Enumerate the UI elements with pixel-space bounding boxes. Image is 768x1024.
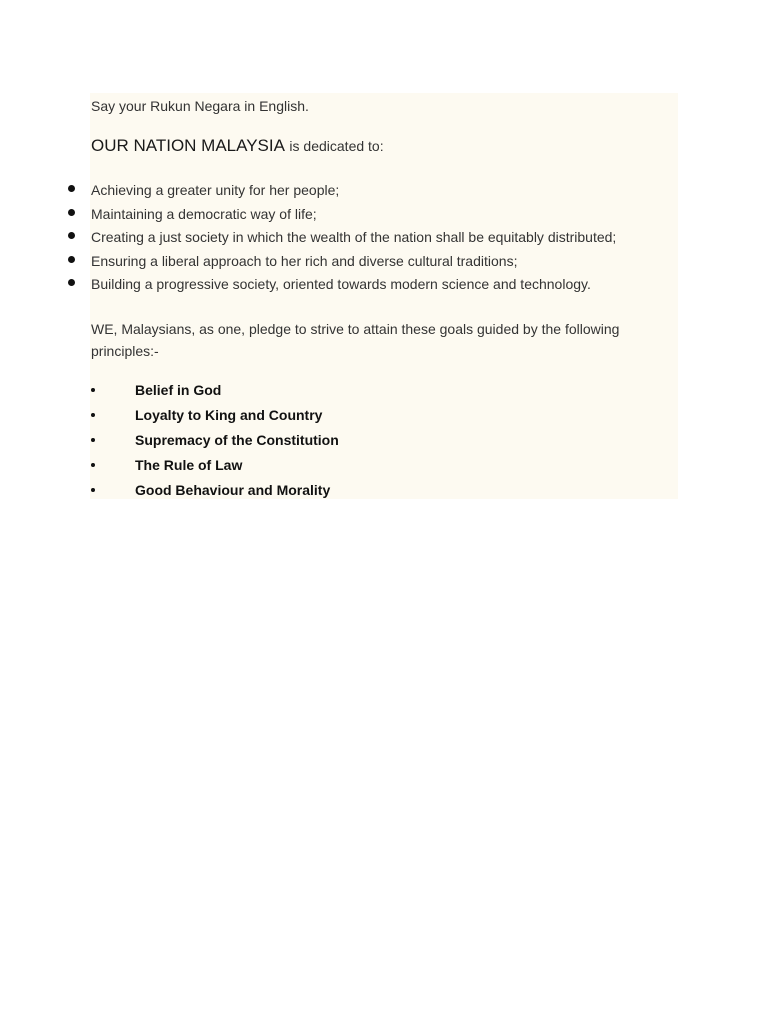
- small-dot-bullet-icon: [91, 413, 95, 417]
- principle-text: Loyalty to King and Country: [135, 406, 323, 423]
- principle-text: Good Behaviour and Morality: [135, 481, 331, 498]
- principle-text: The Rule of Law: [135, 456, 243, 473]
- filled-circle-bullet-icon: [68, 185, 75, 192]
- small-dot-bullet-icon: [91, 388, 95, 392]
- dedication-line: [91, 135, 384, 157]
- dedicated-to-text: is dedicated to:: [289, 138, 384, 154]
- nation-name-heading: OUR NATION MALAYSIA: [91, 136, 285, 155]
- intro-text: Say your Rukun Negara in English.: [91, 98, 309, 114]
- goal-text: Building a progressive society, oriented towards modern science and technology.: [91, 276, 591, 293]
- filled-circle-bullet-icon: [68, 256, 75, 263]
- small-dot-bullet-icon: [91, 488, 95, 492]
- small-dot-bullet-icon: [91, 463, 95, 467]
- principle-text: Supremacy of the Constitution: [135, 431, 339, 448]
- filled-circle-bullet-icon: [68, 279, 75, 286]
- goal-text: Creating a just society in which the wealth of the nation shall be equitably distributed;: [91, 229, 617, 246]
- small-dot-bullet-icon: [91, 438, 95, 442]
- goal-text: Achieving a greater unity for her people;: [91, 182, 340, 198]
- goal-text: Maintaining a democratic way of life;: [91, 205, 317, 222]
- principle-text: Belief in God: [135, 382, 222, 398]
- filled-circle-bullet-icon: [68, 209, 75, 216]
- pledge-paragraph: WE, Malaysians, as one, pledge to strive to attain these goals guided by the following principles:-: [91, 321, 620, 359]
- goal-text: Ensuring a liberal approach to her rich and diverse cultural traditions;: [91, 252, 518, 269]
- filled-circle-bullet-icon: [68, 232, 75, 239]
